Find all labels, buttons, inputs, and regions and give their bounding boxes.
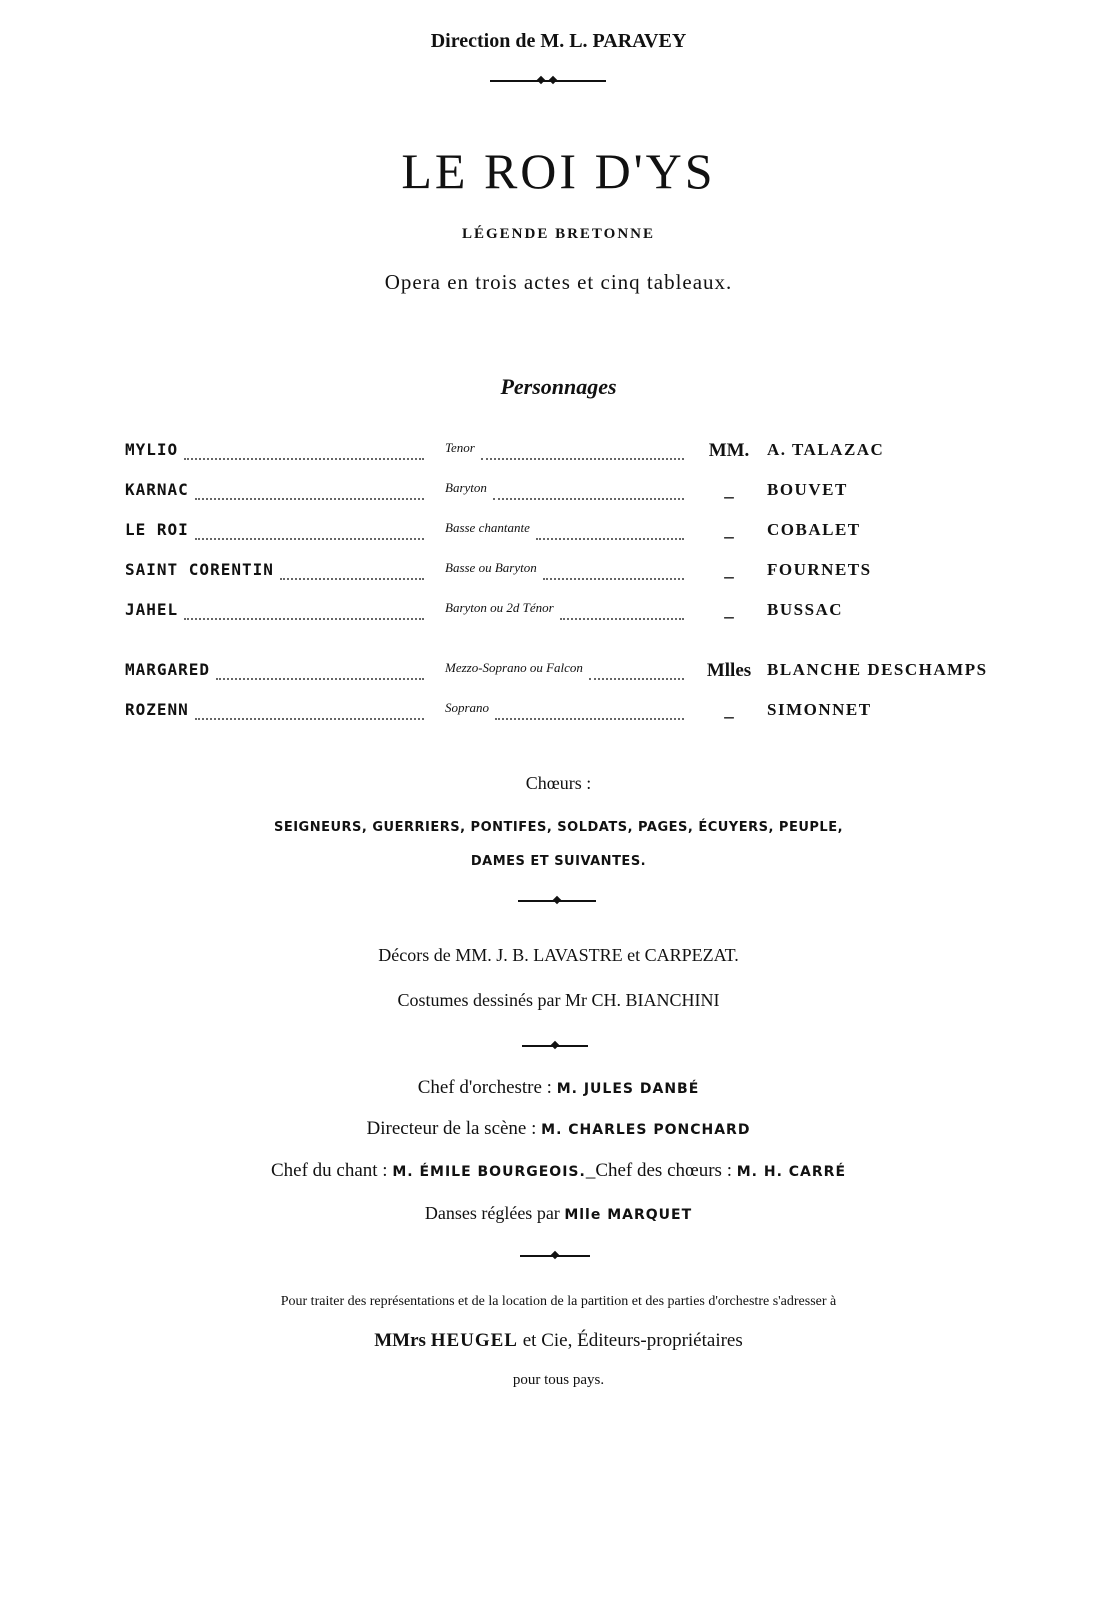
opera-title: LE ROI D'YS [401, 143, 716, 199]
costumes-credit: Costumes dessinés par Mr CH. BIANCHINI [397, 990, 720, 1010]
publisher-prefix: MMrs [374, 1330, 426, 1351]
directeur-scene-credit [0, 1118, 1117, 1140]
ornament-divider [518, 900, 596, 902]
directeur-scene-name: M. CHARLES PONCHARD [541, 1122, 751, 1138]
cast-prefix-cell [698, 440, 760, 466]
cast-singer-cell [767, 440, 884, 466]
cast-voice: Soprano [445, 700, 490, 715]
leader-dots [493, 498, 684, 500]
cast-role-cell [125, 560, 430, 586]
publisher-name: HEUGEL [430, 1330, 518, 1351]
cast-voice: Mezzo-Soprano ou Falcon [445, 660, 583, 675]
cast-singer-cell [767, 600, 843, 626]
cast-voice-cell [445, 560, 690, 586]
cast-role: ROZENN [125, 700, 189, 719]
chef-chant-label: Chef du chant : [270, 1160, 388, 1181]
leader-dots [543, 578, 684, 580]
leader-dots [216, 678, 424, 680]
chef-chant-credit [0, 1160, 1117, 1182]
cast-prefix: _ [724, 600, 734, 621]
leader-dots [184, 458, 424, 460]
cast-prefix-cell [698, 560, 760, 586]
chef-orchestre-label: Chef d'orchestre : [417, 1077, 552, 1098]
leader-dots [560, 618, 684, 620]
cast-singer-cell [767, 660, 988, 686]
cast-voice: Basse chantante [445, 520, 530, 535]
cast-singer: BUSSAC [767, 600, 844, 619]
cast-role: SAINT CORENTIN [125, 560, 274, 579]
cast-prefix-cell [698, 600, 760, 626]
leader-dots [184, 618, 424, 620]
cast-role-cell [125, 520, 430, 546]
cast-voice-cell [445, 520, 690, 546]
choeurs-heading: Chœurs : [525, 773, 592, 793]
directeur-scene-label: Directeur de la scène : [366, 1118, 537, 1139]
cast-prefix: _ [724, 480, 734, 501]
cast-voice-cell [445, 600, 690, 626]
cast-role-cell [125, 480, 430, 506]
footer-address-note: Pour traiter des représentations et de la location de la partition et des parties d'orchestre s'adresser à [280, 1294, 837, 1309]
cast-role: MYLIO [125, 440, 179, 459]
cast-singer-cell [767, 520, 861, 546]
cast-row [0, 480, 1117, 506]
cast-prefix: _ [724, 700, 734, 721]
cast-voice: Tenor [445, 440, 475, 455]
cast-prefix: MM. [708, 440, 750, 461]
publisher-line [0, 1330, 1117, 1352]
cast-prefix-cell [698, 520, 760, 546]
cast-prefix-cell [698, 480, 760, 506]
cast-role-cell [125, 440, 430, 466]
cast-row [0, 660, 1117, 686]
cast-prefix-cell [698, 660, 760, 686]
ornament-divider [522, 1045, 588, 1047]
cast-prefix: _ [724, 520, 734, 541]
ornament-divider [520, 1255, 590, 1257]
cast-row [0, 560, 1117, 586]
cast-role-cell [125, 600, 430, 626]
cast-voice-cell [445, 660, 690, 686]
cast-voice: Baryton ou 2d Ténor [445, 600, 554, 615]
cast-row [0, 520, 1117, 546]
cast-singer-cell [767, 700, 872, 726]
cast-singer-cell [767, 560, 872, 586]
leader-dots [195, 498, 424, 500]
cast-row [0, 600, 1117, 626]
cast-role: LE ROI [125, 520, 189, 539]
chef-orchestre-credit [0, 1077, 1117, 1099]
opera-subtitle: LÉGENDE BRETONNE [461, 226, 655, 242]
cast-role: JAHEL [125, 600, 179, 619]
cast-voice: Basse ou Baryton [445, 560, 537, 575]
cast-row [0, 700, 1117, 726]
cast-singer: FOURNETS [767, 560, 872, 579]
footer-pays: pour tous pays. [512, 1372, 605, 1388]
chef-choeurs-name: M. H. CARRÉ [736, 1164, 847, 1180]
cast-role-cell [125, 660, 430, 686]
choeurs-line-1: SEIGNEURS, GUERRIERS, PONTIFES, SOLDATS, PAGES, ÉCUYERS, PEUPLE, [273, 820, 844, 835]
direction-line: Direction de M. L. PARAVEY [430, 30, 687, 52]
leader-dots [495, 718, 684, 720]
cast-voice-cell [445, 440, 690, 466]
danses-credit [0, 1203, 1117, 1224]
cast-voice: Baryton [445, 480, 487, 495]
cast-voice-cell [445, 480, 690, 506]
cast-prefix: Mlles [706, 660, 752, 681]
leader-dots [481, 458, 684, 460]
decors-credit: Décors de MM. J. B. LAVASTRE et CARPEZAT. [378, 945, 739, 965]
cast-singer-cell [767, 480, 848, 506]
chef-chant-name: M. ÉMILE BOURGEOIS. [392, 1164, 586, 1180]
leader-dots [589, 678, 684, 680]
chef-choeurs-label: _Chef des chœurs : [585, 1160, 732, 1181]
cast-singer: SIMONNET [767, 700, 872, 719]
danses-label: Danses réglées par [424, 1203, 560, 1223]
cast-singer: A. TALAZAC [767, 440, 885, 459]
chef-orchestre-name: M. JULES DANBÉ [556, 1081, 700, 1097]
leader-dots [195, 718, 424, 720]
leader-dots [280, 578, 424, 580]
cast-role: KARNAC [125, 480, 189, 499]
cast-prefix-cell [698, 700, 760, 726]
leader-dots [195, 538, 424, 540]
cast-row [0, 440, 1117, 466]
cast-voice-cell [445, 700, 690, 726]
ornament-divider [490, 80, 606, 82]
opera-description: Opera en trois actes et cinq tableaux. [384, 270, 733, 294]
cast-role-cell [125, 700, 430, 726]
cast-singer: BOUVET [767, 480, 848, 499]
choeurs-line-2: DAMES ET SUIVANTES. [470, 854, 647, 869]
cast-prefix: _ [724, 560, 734, 581]
publisher-suffix: et Cie, Éditeurs-propriétaires [522, 1330, 743, 1351]
cast-singer: BLANCHE DESCHAMPS [767, 660, 988, 679]
cast-singer: COBALET [767, 520, 861, 539]
cast-role: MARGARED [125, 660, 211, 679]
leader-dots [536, 538, 684, 540]
cast-heading: Personnages [500, 374, 617, 399]
danses-name: Mlle MARQUET [564, 1207, 693, 1223]
